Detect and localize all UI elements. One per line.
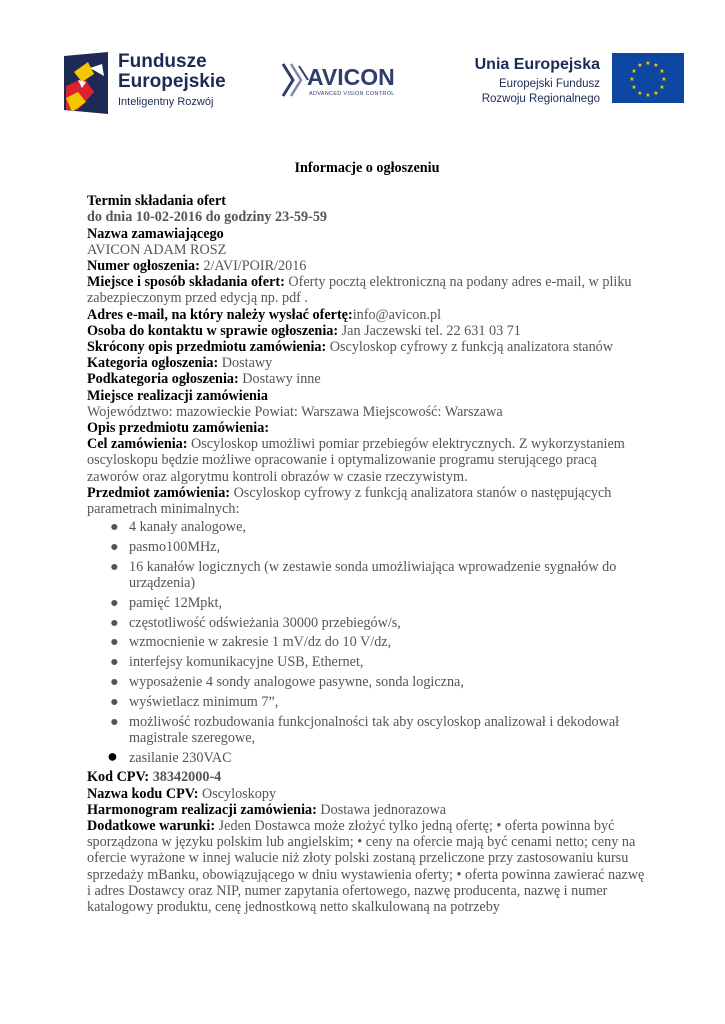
list-item-text: możliwość rozbudowania funkcjonalności tak aby oscyloskop analizował i dekodował magistrale szeregowe, <box>129 713 620 746</box>
bullet-icon: ● <box>110 614 119 631</box>
page-header <box>0 0 725 130</box>
short-desc-row <box>87 339 647 355</box>
bullet-icon: ● <box>110 594 119 611</box>
list-item <box>87 634 647 650</box>
category-value: Dostawy <box>218 355 273 372</box>
cpv-label: Kod CPV: <box>87 769 150 786</box>
bullet-icon: ● <box>110 519 119 536</box>
cpv-name-value: Oscyloskopy <box>198 785 277 802</box>
bullet-icon: ● <box>110 654 119 671</box>
cpv-value: 38342000-4 <box>149 769 222 786</box>
category-label: Kategoria ogłoszenia: <box>87 355 219 372</box>
list-item-text: wyposażenie 4 sondy analogowe pasywne, sonda logiczna, <box>129 674 464 691</box>
email-row <box>87 307 647 323</box>
fe-title-line2: Europejskie <box>118 71 226 92</box>
cpv-row <box>87 769 647 785</box>
subcategory-value: Dostawy inne <box>238 371 321 388</box>
list-item-text: 16 kanałów logicznych (w zestawie sonda umożliwiająca wprowadzenie sygnałów do urządzenia) <box>129 558 617 592</box>
svg-text:★: ★ <box>653 90 659 97</box>
email-link[interactable]: info@avicon.pl <box>352 306 442 323</box>
buyer-value: AVICON ADAM ROSZ <box>87 241 227 258</box>
list-item <box>87 694 647 710</box>
method-row <box>87 274 647 306</box>
subject-row <box>87 485 647 517</box>
bullet-icon: ● <box>110 693 119 710</box>
fundusze-europejskie-logo <box>64 52 239 114</box>
method-label: Miejsce i sposób składania ofert: <box>87 274 285 291</box>
description-label: Opis przedmiotu zamówienia: <box>87 420 270 437</box>
svg-text:★: ★ <box>661 76 667 83</box>
short-desc-value: Oscyloskop cyfrowy z funkcją analizatora stanów <box>326 339 614 356</box>
number-row <box>87 258 647 274</box>
list-item-text: częstotliwość odświeżania 30000 przebiegów/s, <box>129 614 401 631</box>
svg-text:★: ★ <box>645 60 651 67</box>
buyer-label: Nazwa zamawiającego <box>87 225 224 242</box>
method-value: Oferty pocztą elektroniczną na podany adres e-mail, w pliku zabezpieczonym przed edycją np. pdf . <box>87 274 632 307</box>
goal-row <box>87 436 647 485</box>
ue-subtitle-line1: Europejski Fundusz <box>499 78 600 90</box>
goal-label: Cel zamówienia: <box>87 436 188 453</box>
list-item <box>87 674 647 690</box>
schedule-value: Dostawa jednorazowa <box>316 801 447 818</box>
svg-text:★: ★ <box>629 76 635 83</box>
list-item-text: pamięć 12Mpkt, <box>129 594 222 611</box>
svg-text:★: ★ <box>631 68 637 75</box>
number-value: 2/AVI/POIR/2016 <box>199 258 307 275</box>
bullet-icon: ● <box>110 713 119 730</box>
unia-europejska-text <box>440 55 600 115</box>
deadline-value: do dnia 10-02-2016 do godziny 23-59-59 <box>87 209 328 226</box>
number-label: Numer ogłoszenia: <box>87 258 200 275</box>
svg-text:★: ★ <box>645 92 651 99</box>
avicon-tagline: ADVANCED VISION CONTROL <box>309 91 395 97</box>
fe-emblem-icon <box>64 52 114 114</box>
subject-label: Przedmiot zamówienia: <box>87 484 231 501</box>
page-title: Informacje o ogłoszeniu <box>294 160 440 176</box>
fe-subtitle: Inteligentny Rozwój <box>118 96 214 108</box>
schedule-row <box>87 802 647 818</box>
list-item <box>87 539 647 555</box>
svg-text:★: ★ <box>631 84 637 91</box>
parameters-list <box>87 519 647 766</box>
cpv-name-row <box>87 786 647 802</box>
category-row <box>87 355 647 371</box>
list-item <box>87 595 647 611</box>
subject-value: Oscyloskop cyfrowy z funkcją analizatora stanów o następujących parametrach minimalnych: <box>87 484 612 518</box>
cpv-name-label: Nazwa kodu CPV: <box>87 785 199 802</box>
ue-subtitle-line2: Rozwoju Regionalnego <box>481 93 600 105</box>
avicon-wordmark: AVICON <box>307 64 395 90</box>
place-value: Województwo: mazowieckie Powiat: Warszawa Miejscowość: Warszawa <box>87 403 503 420</box>
list-item-text: zasilanie 230VAC <box>129 749 232 766</box>
subcategory-row <box>87 371 647 387</box>
list-item <box>87 559 647 591</box>
svg-text:★: ★ <box>637 62 643 69</box>
bullet-icon: ● <box>110 674 119 691</box>
short-desc-label: Skrócony opis przedmiotu zamówienia: <box>87 339 327 356</box>
email-label: Adres e-mail, na który należy wysłać ofertę: <box>87 306 353 323</box>
deadline-label: Termin składania ofert <box>87 193 226 210</box>
list-item <box>87 615 647 631</box>
subcategory-label: Podkategoria ogłoszenia: <box>87 371 239 388</box>
contact-row <box>87 323 647 339</box>
schedule-label: Harmonogram realizacji zamówienia: <box>87 801 317 818</box>
fe-title-line1: Fundusze <box>118 51 207 72</box>
bullet-icon: ● <box>110 558 119 575</box>
svg-text:★: ★ <box>653 62 659 69</box>
list-item <box>87 654 647 670</box>
svg-text:★: ★ <box>659 68 665 75</box>
eu-flag-icon <box>612 53 684 103</box>
svg-text:★: ★ <box>637 90 643 97</box>
bullet-icon: ● <box>110 539 119 556</box>
list-item-text: wyświetlacz minimum 7”, <box>129 693 279 710</box>
bullet-icon: ● <box>110 634 119 651</box>
list-item <box>87 519 647 535</box>
bullet-icon: ● <box>107 745 118 766</box>
announcement-content <box>87 160 647 915</box>
list-item-text: interfejsy komunikacyjne USB, Ethernet, <box>129 654 364 671</box>
list-item-text: 4 kanały analogowe, <box>129 519 247 536</box>
contact-label: Osoba do kontaktu w sprawie ogłoszenia: <box>87 322 339 339</box>
list-item <box>87 745 647 766</box>
svg-text:★: ★ <box>659 84 665 91</box>
ue-title: Unia Europejska <box>474 56 600 73</box>
avicon-logo <box>281 62 401 102</box>
contact-value: Jan Jaczewski tel. 22 631 03 71 <box>338 322 521 339</box>
goal-value: Oscyloskop umożliwi pomiar przebiegów elektrycznych. Z wykorzystaniem oscyloskopu będzie możliwe opracowanie i optymalizowanie programu sterującego pracą zaworów oraz algorytmu kontroli obrazów w czasie rzeczywistym. <box>87 436 625 485</box>
place-label: Miejsce realizacji zamówienia <box>87 387 268 404</box>
extra-conditions-label: Dodatkowe warunki: <box>87 818 216 835</box>
list-item <box>87 714 647 746</box>
list-item-text: pasmo100MHz, <box>129 539 221 556</box>
list-item-text: wzmocnienie w zakresie 1 mV/dz do 10 V/dz, <box>129 634 392 651</box>
extra-conditions-value: Jeden Dostawca może złożyć tylko jedną ofertę; • oferta powinna być sporządzona w języku polskim lub angielskim; • ceny na ofercie mają być cenami netto; ceny na ofercie wyrażone w innej walucie niż złoty polski zostaną przeliczone przy zastosowaniu kursu sprzedaży mBanku, obowiązującego w dniu wystawienia oferty; • oferta powinna zawierać nazwę i adres Dostawcy oraz NIP, numer zapytania ofertowego, nazwę producenta, nazwę i numer katalogowy produktu, cenę jednostkową netto skalkulowaną na potrzeby <box>87 818 645 916</box>
extra-conditions-row <box>87 818 647 915</box>
